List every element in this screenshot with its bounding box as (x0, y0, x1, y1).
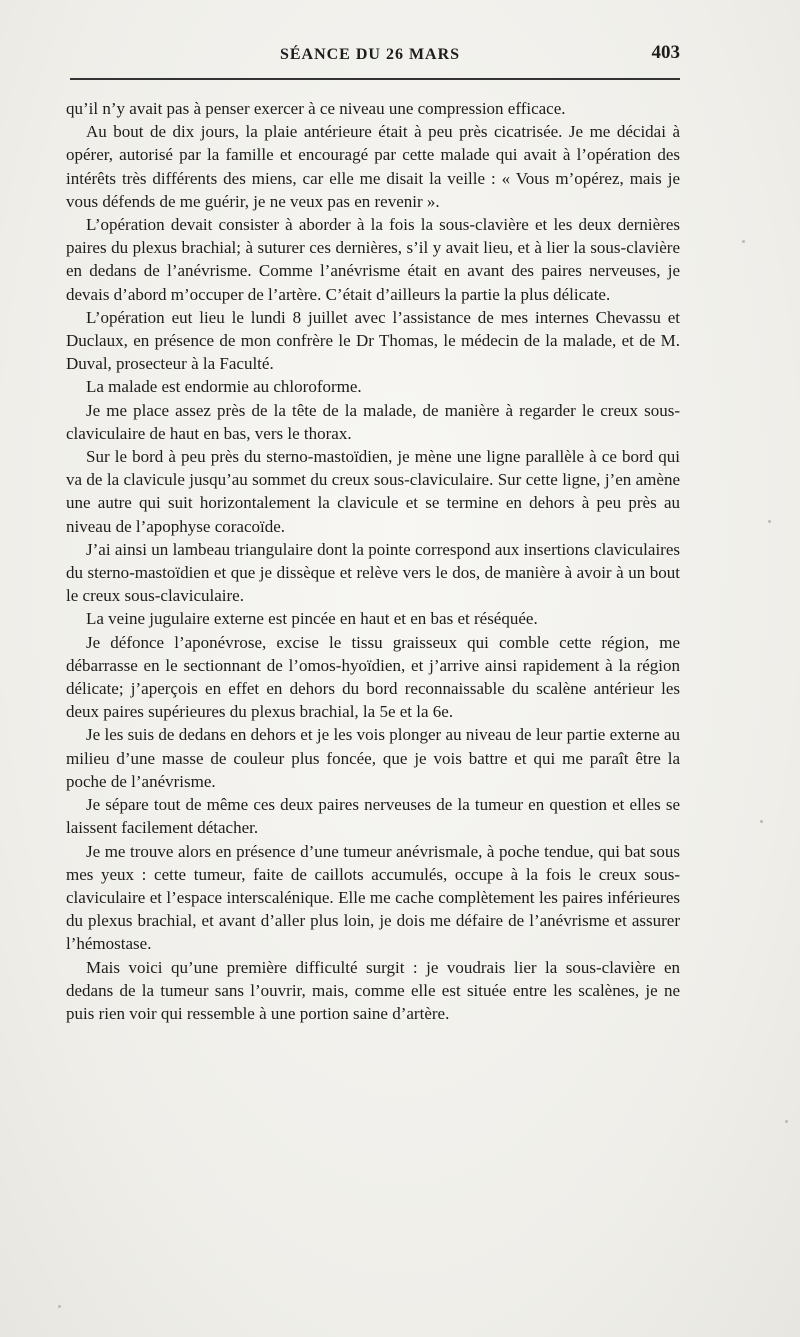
paper-speck (768, 520, 771, 523)
paper-speck (785, 1120, 788, 1123)
paragraph: La veine jugulaire externe est pincée en haut et en bas et réséquée. (86, 609, 538, 629)
paragraph: qu’il n’y avait pas à penser exercer à ce niveau une compression efficace. (66, 99, 566, 118)
page-header (60, 40, 680, 70)
paragraph: Je me place assez près de la tête de la malade, de manière à regarder le creux sous-claviculaire de haut en bas, vers le thorax. (66, 400, 680, 443)
page-number: 403 (651, 42, 680, 63)
paragraph: L’opération eut lieu le lundi 8 juillet avec l’assistance de mes internes Chevassu et Duclaux, en présence de mon confrère le Dr Thomas, le médecin de la malade, et de M. Duval, prosecteur à la Faculté. (66, 307, 680, 374)
paper-speck (58, 1305, 61, 1308)
body-text (66, 97, 680, 1025)
paper-speck (742, 240, 745, 243)
paragraph: Sur le bord à peu près du sterno-mastoïdien, je mène une ligne parallèle à ce bord qui va de la clavicule jusqu’au sommet du creux sous-claviculaire. Sur cette ligne, j’en amène une autre qui suit horizontalement la clavicule et se termine en dehors à peu près au niveau de l’apophyse coracoïde. (66, 447, 680, 536)
paragraph: Mais voici qu’une première difficulté surgit : je voudrais lier la sous-clavière en dedans de la tumeur sans l’ouvrir, mais, comme elle est située entre les scalènes, je ne puis rien voir qui ressemble à une portion saine d’artère. (66, 957, 680, 1023)
header-rule (70, 78, 680, 80)
paragraph: La malade est endormie au chloroforme. (86, 377, 362, 397)
paragraph: Je me trouve alors en présence d’une tumeur anévrismale, à poche tendue, qui bat sous mes yeux : cette tumeur, faite de caillots accumulés, occupe à la fois le creux sous-claviculaire et l’espace interscalénique. Elle me cache complètement les paires inférieures du plexus brachial, et avant d’aller plus loin, je dois me défaire de l’anévrisme et assurer l’hémostase. (66, 841, 680, 954)
paragraph: L’opération devait consister à aborder à la fois la sous-clavière et les deux dernières paires du plexus brachial; à suturer ces dernières, s’il y avait lieu, et à lier la sous-clavière en dedans de l’anévrisme. Comme l’anévrisme était en avant des paires nerveuses, je devais d’abord m’occuper de l’artère. C’était d’ailleurs la partie la plus délicate. (66, 215, 680, 304)
running-title: SÉANCE DU 26 MARS (279, 46, 461, 63)
paragraph: J’ai ainsi un lambeau triangulaire dont la pointe correspond aux insertions claviculaires du sterno-mastoïdien et que je dissèque et relève vers le dos, de manière à avoir à un bout le creux sous-claviculaire. (66, 539, 680, 606)
paragraph: Au bout de dix jours, la plaie antérieure était à peu près cicatrisée. Je me décidai à opérer, autorisé par la famille et encouragé par cette malade qui avait à l’opération des intérêts très différents des miens, car elle me disait la veille : « Vous m’opérez, mais je vous défends de me guérir, je ne veux pas en revenir ». (66, 122, 680, 211)
paper-speck (760, 820, 763, 823)
paragraph: Je les suis de dedans en dehors et je les vois plonger au niveau de leur partie externe au milieu d’une masse de couleur plus foncée, que je vois battre et qui me paraît être la poche de l’anévrisme. (66, 725, 680, 791)
paragraph: Je défonce l’aponévrose, excise le tissu graisseux qui comble cette région, me débarrasse en le sectionnant de l’omos-hyoïdien, et j’arrive ainsi rapidement à la région délicate; j’aperçois en effet en dehors du bord reconnaissable du scalène antérieur les deux paires supérieures du plexus brachial, la 5e et la 6e. (66, 632, 680, 722)
paragraph: Je sépare tout de même ces deux paires nerveuses de la tumeur en question et elles se laissent facilement détacher. (66, 795, 680, 838)
